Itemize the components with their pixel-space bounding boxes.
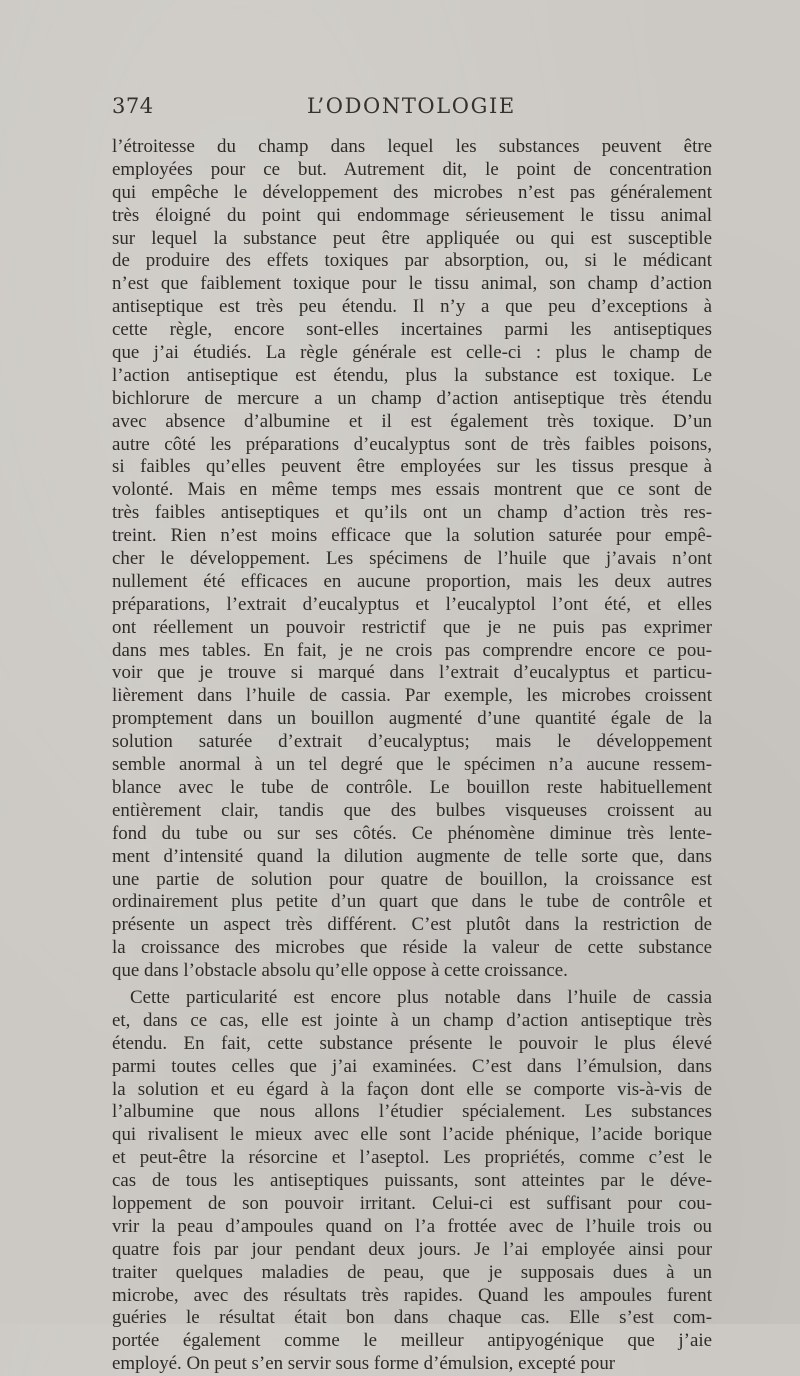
text-line: étendu. En fait, cette substance présente le pouvoir le plus élevé [112,1032,712,1054]
text-line: sur lequel la substance peut être appliquée ou qui est susceptible [112,227,712,249]
text-line: qui rivalisent le mieux avec elle sont l’acide phénique, l’acide borique [112,1124,712,1146]
text-line: et peut-être la résorcine et l’aseptol. Les propriétés, comme c’est le [112,1147,712,1169]
text-line: volonté. Mais en même temps mes essais montrent que ce sont de [112,479,712,501]
text-line: que j’ai étudiés. La règle générale est celle-ci : plus le champ de [112,342,712,364]
text-line: semble anormal à un tel degré que le spécimen n’a aucune ressem- [112,754,712,776]
text-line: blance avec le tube de contrôle. Le bouillon reste habituellement [112,776,712,798]
text-line: ordinairement plus petite d’un quart que dans le tube de contrôle et [112,891,712,913]
page-number: 374 [112,94,154,118]
text-line: quatre fois par jour pendant deux jours. Je l’ai employée ainsi pour [112,1238,712,1260]
text-line: bichlorure de mercure a un champ d’action antiseptique très étendu [112,387,712,409]
text-line: qui empêche le développement des microbes n’est pas généralement [112,181,712,203]
text-line: présente un aspect très différent. C’est plutôt dans la restriction de [112,914,712,936]
text-line: cette règle, encore sont-elles incertaines parmi les antiseptiques [112,319,712,341]
text-line: nullement été efficaces en aucune proportion, mais les deux autres [112,570,712,592]
text-line: très faibles antiseptiques et qu’ils ont un champ d’action très res- [112,502,712,524]
text-line: employées pour ce but. Autrement dit, le point de concentration [112,158,712,180]
text-line: portée également comme le meilleur antipyogénique que j’aie [112,1330,712,1352]
text-line: dans mes tables. En fait, je ne crois pas comprendre encore ce pou- [112,639,712,661]
text-line: cas de tous les antiseptiques puissants, sont atteintes par le déve- [112,1170,712,1192]
text-line: lièrement dans l’huile de cassia. Par exemple, les microbes croissent [112,685,712,707]
text-line: que dans l’obstacle absolu qu’elle oppose à cette croissance. [112,960,568,982]
text-line: treint. Rien n’est moins efficace que la solution saturée pour empê- [112,525,712,547]
text-line: très éloigné du point qui endommage sérieusement le tissu animal [112,204,712,226]
text-line: voir que je trouve si marqué dans l’extrait d’eucalyptus et particu- [112,662,712,684]
text-line: de produire des effets toxiques par absorption, ou, si le médicant [112,250,712,272]
page-header [112,94,712,124]
text-line: et, dans ce cas, elle est jointe à un champ d’action antiseptique très [112,1009,712,1031]
text-line: l’albumine que nous allons l’étudier spécialement. Les substances [112,1101,712,1123]
text-line: fond du tube ou sur ses côtés. Ce phénomène diminue très lente- [112,822,712,844]
text-line: ont réellement un pouvoir restrictif que je ne puis pas exprimer [112,616,712,638]
text-line: la croissance des microbes que réside la valeur de cette substance [112,937,712,959]
text-line: antiseptique est très peu étendu. Il n’y a que peu d’exceptions à [112,296,712,318]
text-line: microbe, avec des résultats très rapides. Quand les ampoules furent [112,1284,712,1306]
text-line: cher le développement. Les spécimens de l’huile que j’avais n’ont [112,548,712,570]
text-line: n’est que faiblement toxique pour le tissu animal, son champ d’action [112,273,712,295]
paragraph [112,987,712,1376]
running-title: L’ODONTOLOGIE [307,94,516,118]
text-line: parmi toutes celles que j’ai examinées. C’est dans l’émulsion, dans [112,1055,712,1077]
text-line: loppement de son pouvoir irritant. Celui-ci est suffisant pour cou- [112,1192,712,1214]
text-line: traiter quelques maladies de peau, que je supposais dues à un [112,1261,712,1283]
text-line: Cette particularité est encore plus notable dans l’huile de cassia [130,986,712,1008]
text-line: l’étroitesse du champ dans lequel les substances peuvent être [112,136,712,157]
text-line: préparations, l’extrait d’eucalyptus et l’eucalyptol l’ont été, et elles [112,593,712,615]
text-line: entièrement clair, tandis que des bulbes visqueuses croissent au [112,799,712,821]
text-line: avec absence d’albumine et il est également très toxique. D’un [112,410,712,432]
body-text [112,136,712,1376]
text-line: solution saturée d’extrait d’eucalyptus; mais le développement [112,731,712,753]
text-line: promptement dans un bouillon augmenté d’une quantité égale de la [112,708,712,730]
text-line: l’action antiseptique est étendu, plus la substance est toxique. Le [112,364,712,386]
text-line: une partie de solution pour quatre de bouillon, la croissance est [112,868,712,890]
text-line: vrir la peau d’ampoules quand on l’a frottée avec de l’huile trois ou [112,1215,712,1237]
text-line: guéries le résultat était bon dans chaque cas. Elle s’est com- [112,1307,712,1329]
text-line: employé. On peut s’en servir sous forme d’émulsion, excepté pour [112,1353,616,1375]
text-line: autre côté les préparations d’eucalyptus sont de très faibles poisons, [112,433,712,455]
text-line: ment d’intensité quand la dilution augmente de telle sorte que, dans [112,845,712,867]
text-line: si faibles qu’elles peuvent être employées sur les tissus presque à [112,456,712,478]
paragraph [112,136,712,983]
text-line: la solution et eu égard à la façon dont elle se comporte vis-à-vis de [112,1078,712,1100]
